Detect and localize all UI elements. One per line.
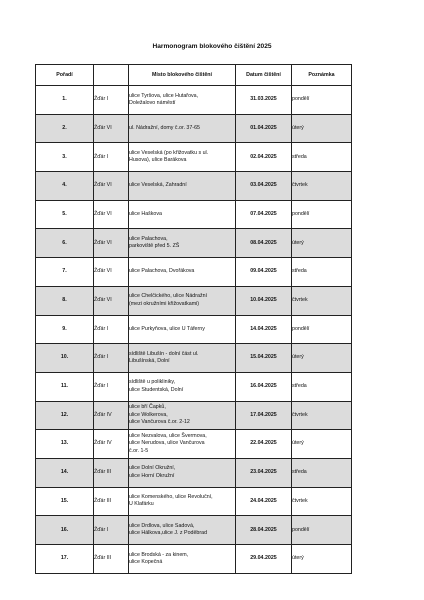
- location-line: ulice Horní Okružní: [129, 472, 175, 479]
- row-area: Žďár VI: [94, 286, 129, 315]
- row-area: Žďár I: [94, 516, 129, 545]
- row-day-note: úterý: [292, 114, 352, 143]
- location-line: Doležalovo náměstí: [129, 99, 176, 106]
- row-day-note: úterý: [292, 344, 352, 373]
- location-line: ulice Veselská, Zahradní: [129, 182, 187, 189]
- table-row: [36, 86, 352, 115]
- row-location: [129, 458, 236, 487]
- row-location: [129, 516, 236, 545]
- row-day-note: úterý: [292, 430, 352, 459]
- row-location: [129, 286, 236, 315]
- table-row: [36, 258, 352, 287]
- row-order: 2.: [36, 114, 94, 143]
- row-area: Žďár III: [94, 545, 129, 574]
- row-order: 7.: [36, 258, 94, 287]
- row-location: [129, 229, 236, 258]
- row-order: 16.: [36, 516, 94, 545]
- row-order: 17.: [36, 545, 94, 574]
- row-area: Žďár VI: [94, 258, 129, 287]
- row-area: Žďár I: [94, 315, 129, 344]
- location-line: ulice Veselská (po křižovatku s ul.: [129, 149, 209, 156]
- cleaning-schedule-table: [35, 64, 352, 574]
- location-line: ulice Palachova, Dvořákova: [129, 268, 195, 275]
- row-order: 14.: [36, 458, 94, 487]
- row-day-note: středa: [292, 143, 352, 172]
- row-date: 15.04.2025: [236, 344, 292, 373]
- row-day-note: pondělí: [292, 200, 352, 229]
- row-order: 12.: [36, 401, 94, 430]
- row-date: 23.04.2025: [236, 458, 292, 487]
- row-date: 17.04.2025: [236, 401, 292, 430]
- location-line: ulice Komenského, ulice Revoluční,: [129, 494, 213, 501]
- row-date: 01.04.2025: [236, 114, 292, 143]
- location-line: ulice Palachova,: [129, 235, 168, 242]
- location-line: ulice Vančurova č.or. 2-12: [129, 419, 190, 426]
- table-row: [36, 401, 352, 430]
- row-area: Žďár I: [94, 372, 129, 401]
- table-row: [36, 315, 352, 344]
- row-date: 02.04.2025: [236, 143, 292, 172]
- table-row: [36, 172, 352, 201]
- row-order: 1.: [36, 86, 94, 115]
- row-day-note: středa: [292, 372, 352, 401]
- row-order: 5.: [36, 200, 94, 229]
- row-date: 10.04.2025: [236, 286, 292, 315]
- row-area: Žďár IV: [94, 430, 129, 459]
- location-line: sídliště Libušín - dolní část ul.: [129, 350, 199, 357]
- location-line: ulice Brodská - za kinem,: [129, 551, 189, 558]
- location-line: ulice Dolní Okružní,: [129, 465, 176, 472]
- row-date: 28.04.2025: [236, 516, 292, 545]
- location-line: ulice Nezvalova, ulice Švermova,: [129, 433, 207, 440]
- row-area: Žďár III: [94, 487, 129, 516]
- row-order: 9.: [36, 315, 94, 344]
- location-line: sídliště u polikliniky,: [129, 379, 176, 386]
- table-header-row: [36, 65, 352, 86]
- row-date: 16.04.2025: [236, 372, 292, 401]
- header-location: Místo blokového čištění: [129, 65, 236, 86]
- header-order: Pořadí: [36, 65, 94, 86]
- location-line: ulice Studentská, Dolní: [129, 386, 184, 393]
- row-area: Žďár I: [94, 143, 129, 172]
- row-area: Žďár VI: [94, 172, 129, 201]
- document-title: Harmonogram blokového čištění 2025: [152, 43, 272, 50]
- row-date: 22.04.2025: [236, 430, 292, 459]
- row-area: Žďár I: [94, 344, 129, 373]
- table-row: [36, 430, 352, 459]
- row-location: [129, 430, 236, 459]
- table-row: [36, 114, 352, 143]
- row-order: 3.: [36, 143, 94, 172]
- row-day-note: úterý: [292, 545, 352, 574]
- location-line: U Klafárku: [129, 501, 154, 508]
- row-location: [129, 86, 236, 115]
- row-day-note: čtvrtek: [292, 172, 352, 201]
- row-order: 11.: [36, 372, 94, 401]
- header-date: Datum čištění: [236, 65, 292, 86]
- row-order: 6.: [36, 229, 94, 258]
- location-line: ulice Hálkova,ulice J. z Poděbrad: [129, 530, 208, 537]
- row-location: [129, 545, 236, 574]
- row-day-note: úterý: [292, 229, 352, 258]
- row-date: 03.04.2025: [236, 172, 292, 201]
- row-location: [129, 200, 236, 229]
- location-line: ulice Wolkerova,: [129, 411, 168, 418]
- row-order: 8.: [36, 286, 94, 315]
- location-line: ul. Nádražní, domy č.or. 37-65: [129, 124, 200, 131]
- location-line: ulice Tyršova, ulice Hutařova,: [129, 92, 199, 99]
- row-area: Žďár III: [94, 458, 129, 487]
- location-line: č.or. 1-5: [129, 447, 149, 454]
- location-line: ulice Chelčického, ulice Nádražní: [129, 293, 208, 300]
- row-date: 24.04.2025: [236, 487, 292, 516]
- table-row: [36, 372, 352, 401]
- table-row: [36, 516, 352, 545]
- row-location: [129, 143, 236, 172]
- location-line: ulice bří Čapků,: [129, 404, 166, 411]
- row-area: Žďár VI: [94, 229, 129, 258]
- row-date: 07.04.2025: [236, 200, 292, 229]
- row-day-note: pondělí: [292, 315, 352, 344]
- row-day-note: čtvrtek: [292, 487, 352, 516]
- row-area: Žďár IV: [94, 401, 129, 430]
- row-area: Žďár I: [94, 86, 129, 115]
- row-day-note: pondělí: [292, 86, 352, 115]
- row-location: [129, 172, 236, 201]
- row-date: 08.04.2025: [236, 229, 292, 258]
- row-date: 09.04.2025: [236, 258, 292, 287]
- header-area: [94, 65, 129, 86]
- row-location: [129, 114, 236, 143]
- location-line: parkoviště před 5. ZŠ: [129, 243, 180, 250]
- table-row: [36, 286, 352, 315]
- location-line: Libušínská, Dolní: [129, 358, 170, 365]
- row-day-note: středa: [292, 258, 352, 287]
- location-line: (mezi okružními křižovatkami): [129, 300, 200, 307]
- table-row: [36, 487, 352, 516]
- table-row: [36, 143, 352, 172]
- row-day-note: pondělí: [292, 516, 352, 545]
- table-row: [36, 458, 352, 487]
- row-order: 13.: [36, 430, 94, 459]
- row-order: 15.: [36, 487, 94, 516]
- row-order: 10.: [36, 344, 94, 373]
- location-line: ulice Kopečná: [129, 558, 163, 565]
- row-location: [129, 344, 236, 373]
- location-line: ulice Nerudova, ulice Vančurova: [129, 440, 205, 447]
- row-location: [129, 401, 236, 430]
- table-row: [36, 200, 352, 229]
- row-day-note: čtvrtek: [292, 286, 352, 315]
- row-area: Žďár VI: [94, 200, 129, 229]
- table-row: [36, 545, 352, 574]
- table-row: [36, 344, 352, 373]
- row-day-note: čtvrtek: [292, 401, 352, 430]
- header-note: Poznámka: [292, 65, 352, 86]
- location-line: ulice Haškova: [129, 210, 162, 217]
- row-location: [129, 487, 236, 516]
- row-order: 4.: [36, 172, 94, 201]
- row-day-note: středa: [292, 458, 352, 487]
- location-line: ulice Drdlova, ulice Sadová,: [129, 522, 195, 529]
- row-location: [129, 372, 236, 401]
- row-date: 29.04.2025: [236, 545, 292, 574]
- row-area: Žďár VI: [94, 114, 129, 143]
- row-date: 31.03.2025: [236, 86, 292, 115]
- location-line: ulice Purkyňova, ulice U Táferny: [129, 325, 205, 332]
- table-row: [36, 229, 352, 258]
- row-location: [129, 315, 236, 344]
- row-location: [129, 258, 236, 287]
- row-date: 14.04.2025: [236, 315, 292, 344]
- location-line: Husova), ulice Barákova: [129, 157, 187, 164]
